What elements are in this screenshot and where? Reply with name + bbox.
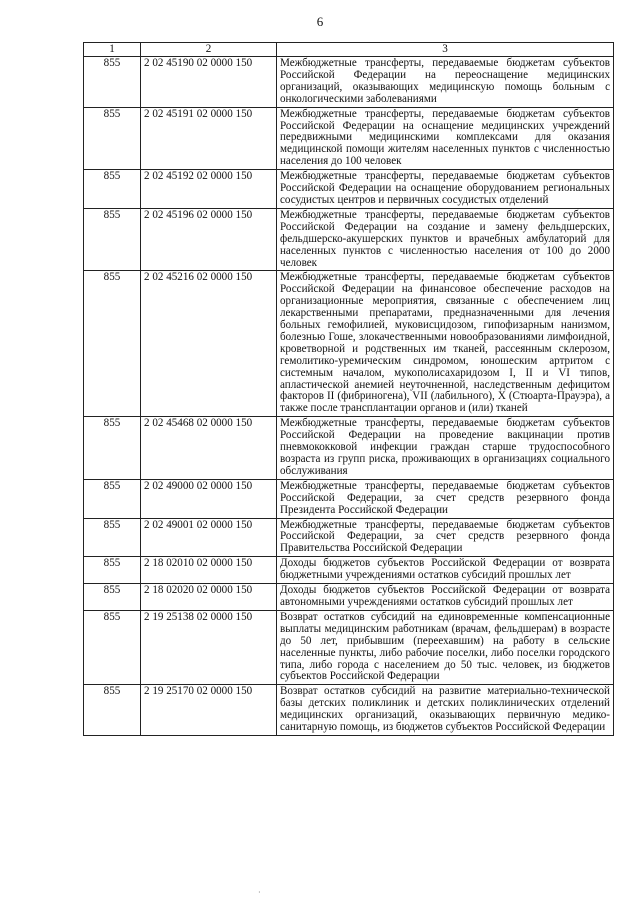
table-row: [84, 479, 614, 518]
table-row: [84, 417, 614, 480]
page-number: 6: [316, 14, 324, 29]
table-row: [84, 557, 614, 584]
admin-code-cell: 855: [84, 271, 141, 417]
revenue-code-cell: 2 02 45190 02 0000 150: [141, 57, 277, 108]
revenue-name-cell: Доходы бюджетов субъектов Российской Федерации от возврата автономными учреждениями остатков субсидий прошлых лет: [277, 584, 614, 611]
admin-code-cell: 855: [84, 107, 141, 170]
table-row: [84, 208, 614, 271]
revenue-code-cell: 2 19 25170 02 0000 150: [141, 685, 277, 736]
admin-code-cell: 855: [84, 57, 141, 108]
column-number-3: 3: [277, 43, 614, 57]
revenue-name-cell: Межбюджетные трансферты, передаваемые бюджетам субъектов Российской Федерации на проведение вакцинации против пневмококковой инфекции граждан старше трудоспособного возраста из групп риска, проживающих в организациях социального обслуживания: [277, 417, 614, 480]
revenue-code-cell: 2 02 45191 02 0000 150: [141, 107, 277, 170]
revenue-code-cell: 2 18 02010 02 0000 150: [141, 557, 277, 584]
table-row: [84, 584, 614, 611]
revenue-code-cell: 2 18 02020 02 0000 150: [141, 584, 277, 611]
scan-dot-mark: ·: [258, 888, 261, 897]
revenue-name-cell: Межбюджетные трансферты, передаваемые бюджетам субъектов Российской Федерации на создание и замену фельдшерских, фельдшерско-акушерских пунктов и врачебных амбулаторий для населенных пунктов с численностью населения от 100 до 2000 человек: [277, 208, 614, 271]
table-row: [84, 170, 614, 209]
table-row: [84, 271, 614, 417]
admin-code-cell: 855: [84, 208, 141, 271]
revenue-name-cell: Доходы бюджетов субъектов Российской Федерации от возврата бюджетными учреждениями остатков субсидий прошлых лет: [277, 557, 614, 584]
admin-code-cell: 855: [84, 479, 141, 518]
budget-codes-table: [83, 42, 614, 736]
table-row: [84, 57, 614, 108]
revenue-name-cell: Межбюджетные трансферты, передаваемые бюджетам субъектов Российской Федерации, за счет средств резервного фонда Президента Российской Федерации: [277, 479, 614, 518]
revenue-name-cell: Межбюджетные трансферты, передаваемые бюджетам субъектов Российской Федерации на оснащение оборудованием региональных сосудистых центров и первичных сосудистых отделений: [277, 170, 614, 209]
revenue-code-cell: 2 02 45468 02 0000 150: [141, 417, 277, 480]
admin-code-cell: 855: [84, 417, 141, 480]
revenue-code-cell: 2 02 45216 02 0000 150: [141, 271, 277, 417]
column-number-2: 2: [141, 43, 277, 57]
table-row: [84, 685, 614, 736]
table-row: [84, 107, 614, 170]
revenue-name-cell: Межбюджетные трансферты, передаваемые бюджетам субъектов Российской Федерации на оснащение медицинских учреждений передвижными медицинскими комплексами для оказания медицинской помощи жителям населенных пунктов с численностью населения до 100 человек: [277, 107, 614, 170]
admin-code-cell: 855: [84, 557, 141, 584]
table-row: [84, 610, 614, 684]
admin-code-cell: 855: [84, 518, 141, 557]
column-number-row: [84, 43, 614, 57]
revenue-code-cell: 2 19 25138 02 0000 150: [141, 610, 277, 684]
revenue-name-cell: Межбюджетные трансферты, передаваемые бюджетам субъектов Российской Федерации на переоснащение медицинских организаций, оказывающих медицинскую помощь больным с онкологическими заболеваниями: [277, 57, 614, 108]
admin-code-cell: 855: [84, 685, 141, 736]
revenue-code-cell: 2 02 49000 02 0000 150: [141, 479, 277, 518]
revenue-code-cell: 2 02 45196 02 0000 150: [141, 208, 277, 271]
revenue-name-cell: Возврат остатков субсидий на единовременные компенсационные выплаты медицинским работникам (врачам, фельдшерам) в возрасте до 50 лет, прибывшим (переехавшим) на работу в сельские населенные пункты, либо рабочие поселки, либо поселки городского типа, либо города с населением до 50 тыс. человек, из бюджетов субъектов Российской Федерации: [277, 610, 614, 684]
table-row: [84, 518, 614, 557]
revenue-name-cell: Возврат остатков субсидий на развитие материально-технической базы детских поликлиник и детских поликлинических отделений медицинских организаций, оказывающих первичную медико-санитарную помощь, из бюджетов субъектов Российской Федерации: [277, 685, 614, 736]
revenue-name-cell: Межбюджетные трансферты, передаваемые бюджетам субъектов Российской Федерации на финансовое обеспечение расходов на организационные мероприятия, связанные с обеспечением лиц лекарственными препаратами, предназначенными для лечения больных гемофилией, муковисцидозом, гипофизарным нанизмом, болезнью Гоше, злокачественными новообразованиями лимфоидной, кроветворной и родственных им тканей, рассеянным склерозом, гемолитико-уремическим синдромом, юношеским артритом с системным началом, мукополисахаридозом I, II и VI типов, апластической анемией неуточненной, наследственным дефицитом факторов II (фибриногена), VII (лабильного), X (Стюарта-Прауэра), а также после трансплантации органов и (или) тканей: [277, 271, 614, 417]
column-number-1: 1: [84, 43, 141, 57]
admin-code-cell: 855: [84, 170, 141, 209]
revenue-code-cell: 2 02 45192 02 0000 150: [141, 170, 277, 209]
revenue-name-cell: Межбюджетные трансферты, передаваемые бюджетам субъектов Российской Федерации, за счет средств резервного фонда Правительства Российской Федерации: [277, 518, 614, 557]
admin-code-cell: 855: [84, 610, 141, 684]
admin-code-cell: 855: [84, 584, 141, 611]
revenue-code-cell: 2 02 49001 02 0000 150: [141, 518, 277, 557]
